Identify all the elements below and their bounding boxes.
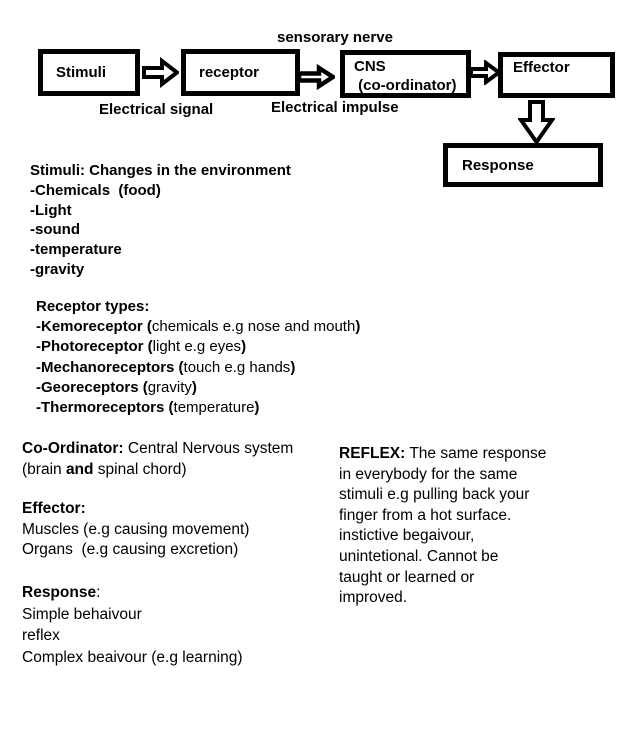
sensory-nerve-label: sensorary nerve xyxy=(277,29,393,46)
response-notes xyxy=(22,582,243,668)
reflex-line: instictive begaivour, xyxy=(339,527,475,545)
electrical-impulse-label: Electrical impulse xyxy=(271,99,399,116)
response-item: Complex beaivour (e.g learning) xyxy=(22,648,243,666)
stimuli-item: -temperature xyxy=(30,241,122,259)
electrical-signal-label: Electrical signal xyxy=(99,101,214,118)
effector-item: Muscles (e.g causing movement) xyxy=(22,520,250,538)
response-box-label: Response xyxy=(462,156,534,174)
receptor-types-title: Receptor types: xyxy=(36,298,150,315)
coordinator-notes xyxy=(22,439,293,480)
response-box xyxy=(443,143,603,187)
effector-box xyxy=(498,52,615,98)
arrow-receptor-to-cns-icon xyxy=(297,64,335,90)
receptor-type-item: -Thermoreceptors (temperature) xyxy=(36,399,260,417)
arrow-stimuli-to-receptor-icon xyxy=(142,57,179,88)
reflex-line: improved. xyxy=(339,589,408,607)
stimuli-notes xyxy=(30,161,291,280)
response-item: Simple behaivour xyxy=(22,605,142,623)
effector-box-label: Effector xyxy=(513,59,570,76)
effector-notes-title: Effector: xyxy=(22,500,86,517)
reflex-line: in everybody for the same xyxy=(339,465,518,483)
reflex-line: finger from a hot surface. xyxy=(339,506,512,524)
reflex-line: taught or learned or xyxy=(339,568,475,586)
arrow-effector-to-response-icon xyxy=(518,100,555,144)
receptor-box xyxy=(181,49,300,96)
stimuli-item: -sound xyxy=(30,221,80,239)
arrow-cns-to-effector-icon xyxy=(470,60,500,85)
reflex-notes-title-line: REFLEX: The same response xyxy=(339,445,547,462)
stimuli-item: -gravity xyxy=(30,260,85,278)
cns-box-label-line1: CNS xyxy=(354,58,386,75)
reflex-line: unintetional. Cannot be xyxy=(339,547,499,565)
stimuli-notes-title: Stimuli: Changes in the environment xyxy=(30,162,291,179)
reflex-notes xyxy=(339,444,546,609)
response-notes-title: Response: xyxy=(22,584,101,601)
stimuli-box xyxy=(38,49,140,96)
effector-item: Organs (e.g causing excretion) xyxy=(22,541,239,558)
effector-notes xyxy=(22,499,249,561)
reflex-line: stimuli e.g pulling back your xyxy=(339,486,530,504)
coordinator-detail-line: (brain and spinal chord) xyxy=(22,460,187,478)
cns-box-label-line2: (co-ordinator) xyxy=(354,77,457,94)
stimuli-box-label: Stimuli xyxy=(56,64,107,81)
cns-box xyxy=(340,50,471,98)
response-item: reflex xyxy=(22,627,60,644)
receptor-type-item: -Georeceptors (gravity) xyxy=(36,378,197,396)
stimuli-item: -Chemicals (food) xyxy=(30,181,161,199)
stimuli-item: -Light xyxy=(30,201,72,219)
receptor-box-label: receptor xyxy=(199,64,260,81)
receptor-type-item: -Photoreceptor (light e.g eyes) xyxy=(36,338,247,356)
receptor-types-notes xyxy=(36,297,360,418)
receptor-type-item: -Kemoreceptor (chemicals e.g nose and mouth) xyxy=(36,318,361,336)
receptor-type-item: -Mechanoreceptors (touch e.g hands) xyxy=(36,358,296,376)
coordinator-title-line: Co-Ordinator: Central Nervous system xyxy=(22,440,294,457)
